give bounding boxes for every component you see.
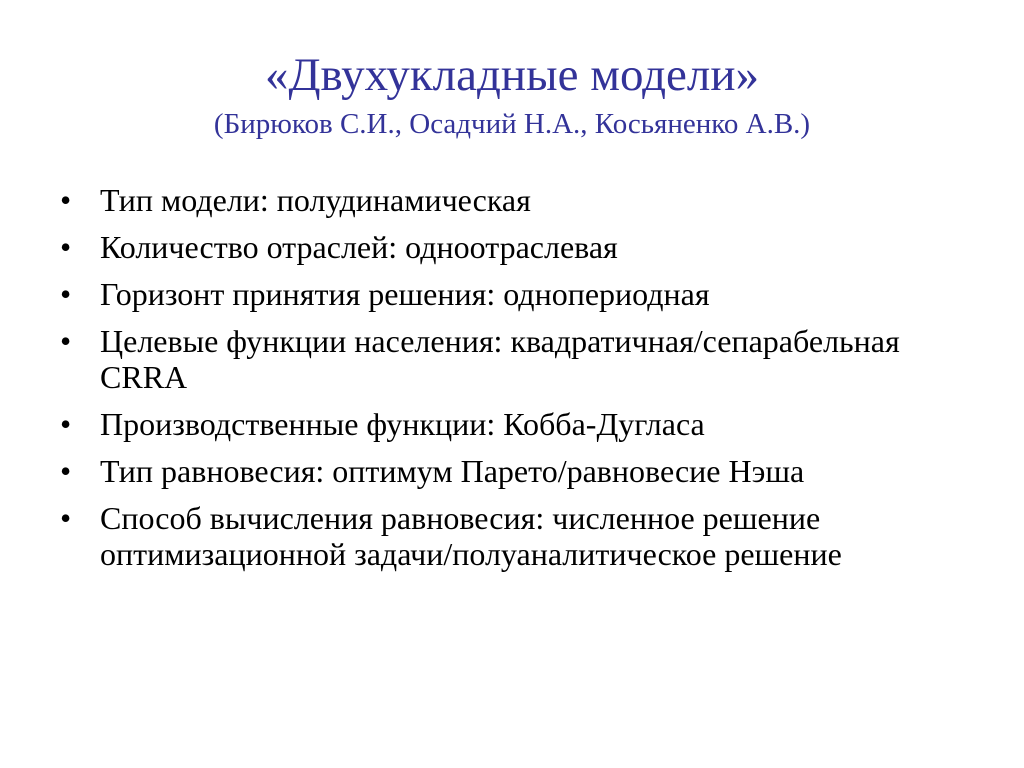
bullet-text: Целевые функции населения: квадратичная/сепарабельная CRRA bbox=[100, 323, 900, 395]
bullet-list bbox=[60, 182, 960, 583]
bullet-text: Количество отраслей: одноотраслевая bbox=[100, 229, 618, 265]
bullet-icon: • bbox=[60, 323, 72, 359]
bullet-text: Производственные функции: Кобба-Дугласа bbox=[100, 406, 705, 442]
bullet-text: Тип равновесия: оптимум Парето/равновесие Нэша bbox=[100, 453, 805, 489]
bullet-icon: • bbox=[60, 453, 72, 489]
bullet-icon: • bbox=[60, 500, 72, 536]
bullet-item bbox=[60, 229, 960, 265]
bullet-text: Тип модели: полудинамическая bbox=[100, 182, 531, 218]
bullet-text: Способ вычисления равновесия: численное решение оптимизационной задачи/полуаналитическое решение bbox=[100, 500, 842, 572]
bullet-item bbox=[60, 182, 960, 218]
slide-subtitle: (Бирюков С.И., Осадчий Н.А., Косьяненко А.В.) bbox=[213, 108, 811, 140]
bullet-item bbox=[60, 500, 960, 572]
bullet-icon: • bbox=[60, 276, 72, 312]
slide-title: «Двухукладные модели» bbox=[264, 49, 760, 101]
bullet-icon: • bbox=[60, 229, 72, 265]
bullet-item bbox=[60, 276, 960, 312]
bullet-item bbox=[60, 453, 960, 489]
title-block bbox=[0, 48, 1024, 142]
bullet-text: Горизонт принятия решения: однопериодная bbox=[100, 276, 710, 312]
bullet-icon: • bbox=[60, 182, 72, 218]
bullet-icon: • bbox=[60, 406, 72, 442]
bullet-item bbox=[60, 406, 960, 442]
bullet-item bbox=[60, 323, 960, 395]
